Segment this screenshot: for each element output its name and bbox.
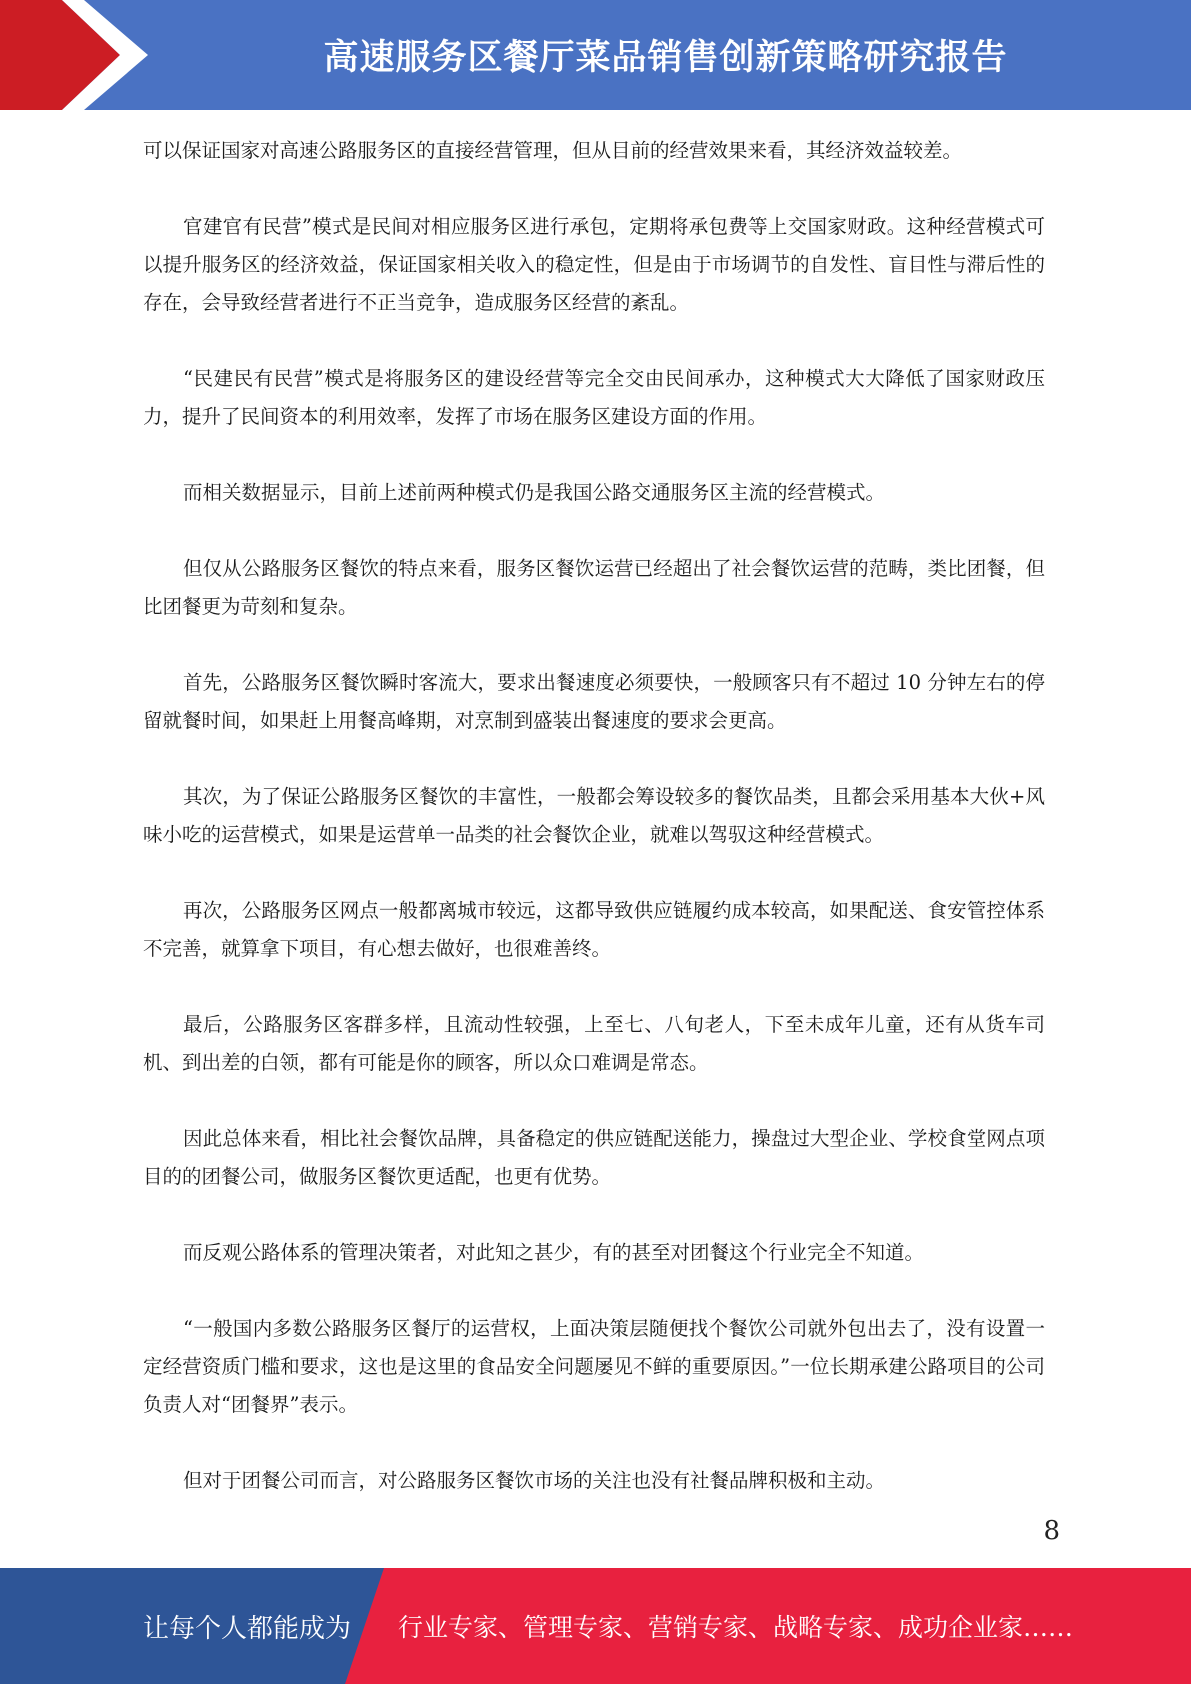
paragraph: 因此总体来看，相比社会餐饮品牌，具备稳定的供应链配送能力，操盘过大型企业、学校食堂网点项目的的团餐公司，做服务区餐饮更适配，也更有优势。 bbox=[143, 1127, 1045, 1188]
footer-slogan-right: 行业专家、管理专家、营销专家、战略专家、成功企业家…… bbox=[398, 1613, 1074, 1642]
page-footer bbox=[0, 1568, 1191, 1684]
paragraph: 可以保证国家对高速公路服务区的直接经营管理，但从目前的经营效果来看，其经济效益较差。 bbox=[143, 139, 963, 162]
paragraph: 但对于团餐公司而言，对公路服务区餐饮市场的关注也没有社餐品牌积极和主动。 bbox=[183, 1469, 886, 1492]
paragraph: 其次，为了保证公路服务区餐饮的丰富性，一般都会筹设较多的餐饮品类，且都会采用基本大伙+风味小吃的运营模式，如果是运营单一品类的社会餐饮企业，就难以驾驭这种经营模式。 bbox=[143, 785, 1045, 846]
paragraph: 再次，公路服务区网点一般都离城市较远，这都导致供应链履约成本较高，如果配送、食安管控体系不完善，就算拿下项目，有心想去做好，也很难善终。 bbox=[143, 899, 1045, 960]
page-number: 8 bbox=[1043, 1516, 1060, 1546]
page-header bbox=[0, 0, 1191, 110]
report-title: 高速服务区餐厅菜品销售创新策略研究报告 bbox=[323, 38, 1008, 78]
paragraph: 官建官有民营”模式是民间对相应服务区进行承包，定期将承包费等上交国家财政。这种经营模式可以提升服务区的经济效益，保证国家相关收入的稳定性，但是由于市场调节的自发性、盲目性与滞后性的存在，会导致经营者进行不正当竞争，造成服务区经营的紊乱。 bbox=[143, 215, 1045, 314]
paragraph: 首先，公路服务区餐饮瞬时客流大，要求出餐速度必须要快，一般顾客只有不超过 10 分钟左右的停留就餐时间，如果赶上用餐高峰期，对烹制到盛装出餐速度的要求会更高。 bbox=[143, 671, 1045, 732]
paragraph: 而反观公路体系的管理决策者，对此知之甚少，有的甚至对团餐这个行业完全不知道。 bbox=[183, 1241, 925, 1264]
paragraph: “一般国内多数公路服务区餐厅的运营权，上面决策层随便找个餐饮公司就外包出去了，没有设置一定经营资质门槛和要求，这也是这里的食品安全问题屡见不鲜的重要原因。”一位长期承建公路项目的公司负责人对“团餐界”表示。 bbox=[143, 1317, 1045, 1416]
paragraph: 最后，公路服务区客群多样，且流动性较强，上至七、八旬老人，下至未成年儿童，还有从货车司机、到出差的白领，都有可能是你的顾客，所以众口难调是常态。 bbox=[143, 1013, 1045, 1074]
footer-slogan-left: 让每个人都能成为 bbox=[143, 1613, 352, 1644]
paragraph: “民建民有民营”模式是将服务区的建设经营等完全交由民间承办，这种模式大大降低了国家财政压力，提升了民间资本的利用效率，发挥了市场在服务区建设方面的作用。 bbox=[143, 367, 1045, 428]
body-text bbox=[143, 132, 1045, 1500]
paragraph: 而相关数据显示，目前上述前两种模式仍是我国公路交通服务区主流的经营模式。 bbox=[183, 481, 886, 504]
paragraph: 但仅从公路服务区餐饮的特点来看，服务区餐饮运营已经超出了社会餐饮运营的范畴，类比团餐，但比团餐更为苛刻和复杂。 bbox=[143, 557, 1045, 618]
